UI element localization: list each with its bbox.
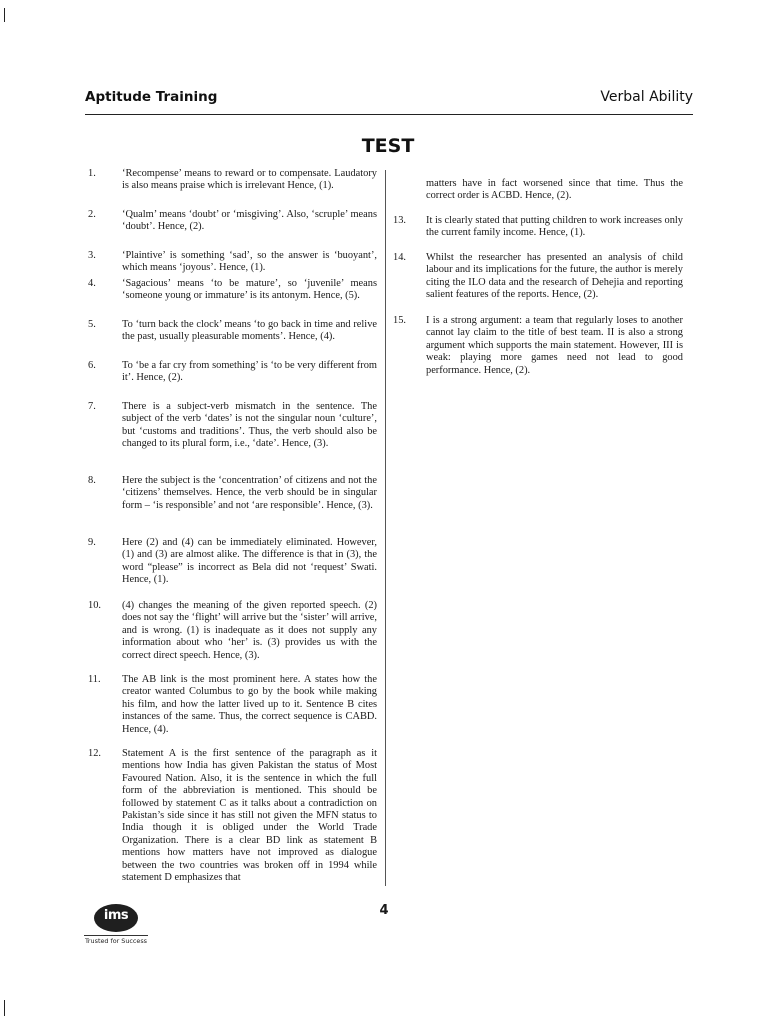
answer-text: Statement A is the first sentence of the paragraph as it mentions how India has given Pakistan the status of Most Favoured Nation. Also, it is the sentence in which the full form of the abbreviation is mentioned. This should be followed by statement C as it talks about a contradiction on Pakistan’s side since it has still not given the MFN status to India though it is obliged under the World Trade Organization. There is a clear BD link as statement B mentions how matters have not improved as dialogue between the two countries was broken off in 1994 while statement D emphasizes that xyxy=(122,748,377,884)
page-title: TEST xyxy=(361,135,415,157)
answer-text: Whilst the researcher has presented an analysis of child labour and its implications for the future, the author is merely citing the ILO data and the research of Dehejia and reporting salient features of the reports. Hence, (2). xyxy=(426,252,683,301)
answer-text: To ‘turn back the clock’ means ‘to go back in time and relive the past, usually pleasurable moments’. Hence, (4). xyxy=(122,319,377,343)
answer-number: 10. xyxy=(88,600,101,611)
answer-number: 2. xyxy=(88,209,96,220)
answer-number: 7. xyxy=(88,401,96,412)
answer-text: ‘Sagacious’ means ‘to be mature’, so ‘juvenile’ means ‘someone young or immature’ is its antonym. Hence, (5). xyxy=(122,278,377,302)
answer-text: There is a subject-verb mismatch in the sentence. The subject of the verb ‘dates’ is not the singular noun ‘culture’, but ‘customs and traditions’. Thus, the verb should also be changed to its plural form, i.e., ‘date’. Hence, (3). xyxy=(122,401,377,450)
page-header xyxy=(85,88,693,115)
ims-logo xyxy=(84,902,148,946)
answer-text: ‘Qualm’ means ‘doubt’ or ‘misgiving’. Also, ‘scruple’ means ‘doubt’. Hence, (2). xyxy=(122,209,377,233)
answer-text: Here the subject is the ‘concentration’ of citizens and not the ‘citizens’ themselves. Hence, the verb should be in singular form – ‘is responsible’ and not ‘are responsible’. Hence, (3). xyxy=(122,475,377,511)
answer-number: 11. xyxy=(88,674,101,685)
answer-text: ‘Plaintive’ is something ‘sad’, so the answer is ‘buoyant’, which means ‘joyous’. Hence, (1). xyxy=(122,250,377,274)
page-number: 4 xyxy=(379,903,389,918)
answer-text: Here (2) and (4) can be immediately eliminated. However, (1) and (3) are almost alike. The difference is that in (3), the word “please” is incorrect as Bela did not ‘request’ Swati. Hence, (1). xyxy=(122,537,377,586)
answer-number: 14. xyxy=(393,252,406,263)
answer-number: 5. xyxy=(88,319,96,330)
answer-text: (4) changes the meaning of the given reported speech. (2) does not say the ‘flight’ will arrive but the ‘sister’ will arrive, and is wrong. (1) is inadequate as it does not supply any information about who ‘her’ is. (3) provides us with the correct direct speech. Hence, (3). xyxy=(122,600,377,661)
column-divider xyxy=(385,170,386,886)
header-right-title: Verbal Ability xyxy=(600,89,693,105)
logo-tagline: Trusted for Success xyxy=(84,937,148,945)
answer-text: To ‘be a far cry from something’ is ‘to be very different from it’. Hence, (2). xyxy=(122,360,377,384)
answer-number: 13. xyxy=(393,215,406,226)
answer-number: 8. xyxy=(88,475,96,486)
answer-text: It is clearly stated that putting children to work increases only the current family income. Hence, (1). xyxy=(426,215,683,239)
answer-number: 3. xyxy=(88,250,96,261)
answer-number: 4. xyxy=(88,278,96,289)
answer-number: 15. xyxy=(393,315,406,326)
logo-wordmark: ims xyxy=(103,908,129,923)
header-left-title: Aptitude Training xyxy=(85,89,218,105)
answer-text: ‘Recompense’ means to reward or to compensate. Laudatory is also means praise which is irrelevant Hence, (1). xyxy=(122,168,377,192)
page-edge-mark-bottom xyxy=(4,1000,5,1016)
answer-number: 6. xyxy=(88,360,96,371)
page-edge-mark-top xyxy=(4,8,5,22)
answer-12-continuation: matters have in fact worsened since that time. Thus the correct order is ACBD. Hence, (2). xyxy=(426,178,683,202)
answer-number: 12. xyxy=(88,748,101,759)
answer-number: 1. xyxy=(88,168,96,179)
answer-text: I is a strong argument: a team that regularly loses to another cannot lay claim to the title of best team. II is also a strong argument which supports the main statement. However, III is weak: playing more games need not lead to good performance. Hence, (2). xyxy=(426,315,683,376)
answer-text: The AB link is the most prominent here. A states how the creator wanted Columbus to go by the book while making his film, and how the latter lived up to it. Sentence B cites instances of the same. Thus, the correct sequence is CABD. Hence, (4). xyxy=(122,674,377,735)
answer-number: 9. xyxy=(88,537,96,548)
